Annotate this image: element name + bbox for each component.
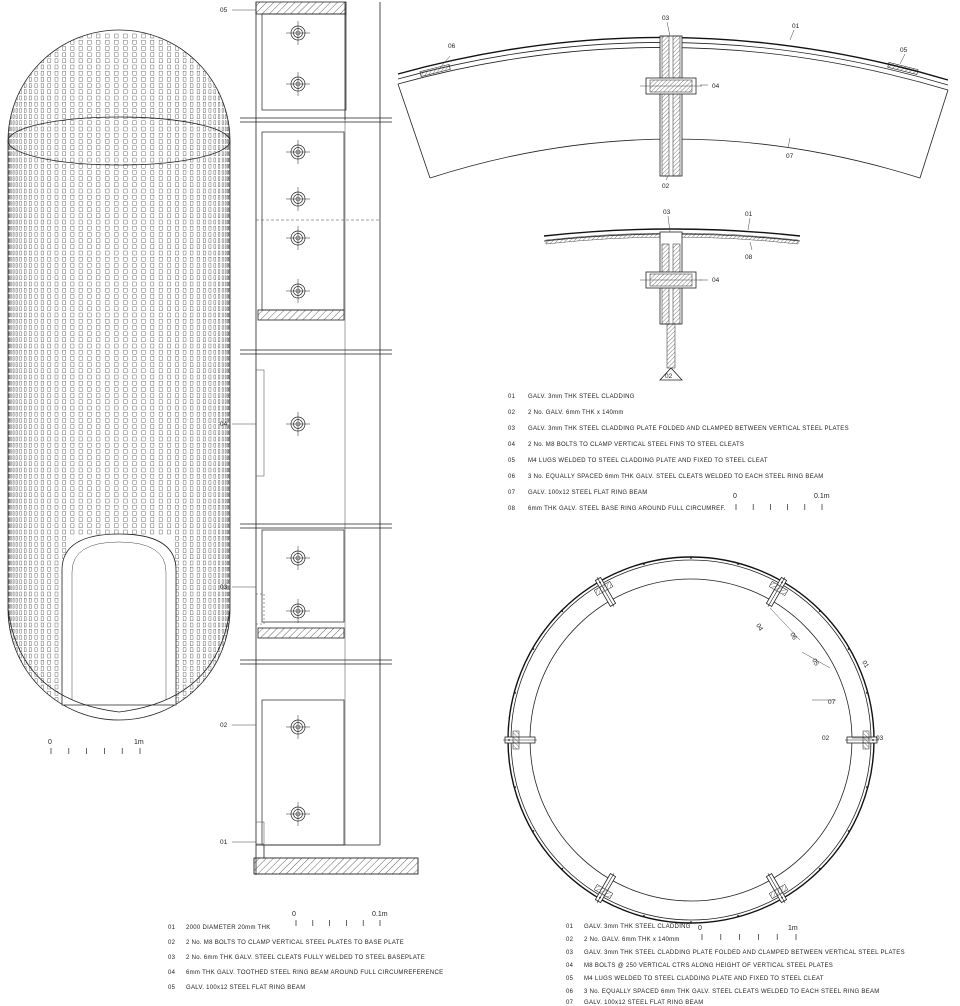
svg-text:04: 04 (566, 963, 574, 969)
note-item (508, 474, 824, 480)
svg-text:01: 01 (168, 925, 176, 931)
svg-text:05: 05 (508, 458, 516, 464)
detail-tag-06: 06 (448, 43, 456, 50)
note-item (508, 506, 726, 512)
detail-tag-03: 03 (662, 15, 670, 22)
svg-text:GALV. 100x12 STEEL FLAT RING B: GALV. 100x12 STEEL FLAT RING BEAM (528, 490, 648, 496)
svg-text:08: 08 (508, 506, 516, 512)
svg-text:M4 LUGS WELDED TO STEEL CLADDI: M4 LUGS WELDED TO STEEL CLADDING PLATE AND FIXED TO STEEL CLEAT (528, 458, 768, 464)
svg-text:07: 07 (508, 490, 516, 496)
plan-tag-05: 05 (810, 657, 820, 668)
svg-text:2 No. M8 BOLTS TO CLAMP VERTIC: 2 No. M8 BOLTS TO CLAMP VERTICAL STEEL PLATES TO BASE PLATE (186, 940, 404, 946)
svg-text:01: 01 (508, 394, 516, 400)
detail-scale-bar (733, 493, 830, 510)
lower-tag-02: 02 (665, 373, 673, 380)
svg-text:05: 05 (168, 985, 176, 991)
svg-text:04: 04 (508, 442, 516, 448)
svg-text:02: 02 (168, 940, 176, 946)
plan-tag-03: 03 (876, 735, 884, 742)
door-opening (62, 534, 176, 705)
note-item (508, 410, 624, 416)
bolt-symbol (286, 21, 310, 45)
lower-tag-04: 04 (712, 277, 720, 284)
detail-notes-list (508, 394, 849, 512)
plan-notes-list (566, 924, 905, 1006)
svg-text:6mm THK GALV. TOOTHED STEEL RI: 6mm THK GALV. TOOTHED STEEL RING BEAM AROUND FULL CIRCUMREFERENCE (186, 970, 444, 976)
svg-text:GALV. 3mm THK STEEL CLADDING: GALV. 3mm THK STEEL CLADDING (584, 924, 691, 930)
svg-text:M8 BOLTS @ 250 VERTICAL CTRS A: M8 BOLTS @ 250 VERTICAL CTRS ALONG HEIGHT OF VERTICAL STEEL PLATES (584, 963, 834, 969)
note-item (508, 426, 849, 432)
cylinder-elevation (8, 30, 230, 754)
note-item (508, 458, 768, 464)
plan-scale-bar (698, 925, 798, 940)
plan-scale-start: 0 (698, 925, 702, 932)
bolt-symbol (286, 140, 310, 164)
svg-text:2 No. GALV. 6mm THK x 140mm: 2 No. GALV. 6mm THK x 140mm (584, 937, 680, 943)
note-item (168, 955, 425, 961)
section-tag-02: 02 (220, 722, 228, 729)
detail-tag-01: 01 (792, 23, 800, 30)
section-notes-list (168, 925, 443, 991)
svg-text:07: 07 (566, 1000, 574, 1006)
section-tag-01: 01 (220, 839, 228, 846)
bolt-symbol (286, 546, 310, 570)
note-item (168, 970, 443, 976)
note-item (168, 940, 404, 946)
note-item (566, 989, 880, 995)
svg-text:01: 01 (566, 924, 574, 930)
ring-beam-inner (530, 579, 852, 901)
note-item (168, 925, 271, 931)
bolt-symbol (286, 802, 310, 826)
svg-text:GALV. 100x12 STEEL FLAT RING B: GALV. 100x12 STEEL FLAT RING BEAM (584, 1000, 704, 1006)
bolt-symbol (286, 715, 310, 739)
svg-text:04: 04 (168, 970, 176, 976)
svg-text:03: 03 (168, 955, 176, 961)
svg-text:GALV. 3mm THK STEEL CLADDING: GALV. 3mm THK STEEL CLADDING (528, 394, 635, 400)
svg-text:6mm THK GALV. STEEL BASE RING: 6mm THK GALV. STEEL BASE RING AROUND FULL CIRCUMREF. (528, 506, 726, 512)
svg-text:05: 05 (566, 976, 574, 982)
joint-detail-top (398, 15, 948, 190)
svg-text:3 No. EQUALLY SPACED 6mm THK G: 3 No. EQUALLY SPACED 6mm THK GALV. STEEL CLEATS WELDED TO EACH STEEL RING BEAM (584, 989, 880, 995)
section-scale-end: 0.1m (372, 911, 388, 918)
svg-text:GALV. 100x12 STEEL FLAT RING B: GALV. 100x12 STEEL FLAT RING BEAM (186, 985, 306, 991)
section-scale-bar (292, 911, 388, 926)
note-item (566, 950, 905, 956)
note-item (566, 1000, 704, 1006)
detail-tag-04: 04 (712, 83, 720, 90)
svg-text:GALV. 3mm THK STEEL CLADDING P: GALV. 3mm THK STEEL CLADDING PLATE FOLDED AND CLAMPED BETWEEN VERTICAL STEEL PLATES (584, 950, 905, 956)
note-item (566, 963, 833, 969)
plan-tag-04: 04 (754, 622, 764, 633)
plan-scale-end: 1m (788, 925, 798, 932)
detail-tag-02: 02 (662, 183, 670, 190)
note-item (168, 985, 306, 991)
note-item (508, 442, 744, 448)
svg-text:02: 02 (566, 937, 574, 943)
elevation-scale-bar (48, 739, 144, 754)
svg-text:GALV. 3mm THK STEEL CLADDING P: GALV. 3mm THK STEEL CLADDING PLATE FOLDED AND CLAMPED BETWEEN VERTICAL STEEL PLATES (528, 426, 849, 432)
note-item (566, 924, 691, 930)
ring-plan (503, 557, 884, 923)
ring-beam-section (258, 310, 344, 320)
bolt-symbol (286, 412, 310, 436)
toothed-ring-beam-section (258, 628, 344, 638)
note-item (566, 976, 824, 982)
svg-text:06: 06 (508, 474, 516, 480)
base-plate-section (254, 858, 418, 874)
svg-text:3 No. EQUALLY SPACED 6mm THK G: 3 No. EQUALLY SPACED 6mm THK GALV. STEEL CLEATS WELDED TO EACH STEEL RING BEAM (528, 474, 824, 480)
note-item (508, 394, 635, 400)
lower-tag-08: 08 (745, 254, 753, 261)
bolt-symbol (286, 72, 310, 96)
svg-text:2 No. M8 BOLTS TO CLAMP VERTIC: 2 No. M8 BOLTS TO CLAMP VERTICAL STEEL FINS TO STEEL CLEATS (528, 442, 745, 448)
section-tag-03: 03 (220, 584, 228, 591)
elevation-scale-end: 1m (134, 739, 144, 746)
bolt-symbol (286, 187, 310, 211)
plan-tag-02: 02 (822, 735, 830, 742)
bolt-symbol (286, 279, 310, 303)
joint-detail-lower (544, 209, 800, 380)
note-item (566, 937, 680, 943)
detail-tag-07: 07 (786, 153, 794, 160)
detail-scale-end: 0.1m (814, 493, 830, 500)
svg-text:2 No. 6mm THK GALV. STEEL CLEA: 2 No. 6mm THK GALV. STEEL CLEATS FULLY WELDED TO STEEL BASEPLATE (186, 955, 426, 961)
lower-tag-01: 01 (745, 211, 753, 218)
plan-tag-06: 06 (788, 631, 798, 642)
svg-text:2000 DIAMETER 20mm THK: 2000 DIAMETER 20mm THK (186, 925, 271, 931)
svg-text:2 No. GALV. 6mm THK x 140mm: 2 No. GALV. 6mm THK x 140mm (528, 410, 624, 416)
detail-scale-start: 0 (733, 493, 737, 500)
cylinder-top-rim (8, 117, 230, 165)
bolt-symbol (286, 226, 310, 250)
svg-text:03: 03 (566, 950, 574, 956)
svg-text:02: 02 (508, 410, 516, 416)
elevation-scale-start: 0 (48, 739, 52, 746)
plan-tag-07: 07 (828, 699, 836, 706)
svg-text:M4 LUGS WELDED TO STEEL CLADDI: M4 LUGS WELDED TO STEEL CLADDING PLATE AND FIXED TO STEEL CLEAT (584, 976, 824, 982)
section-scale-start: 0 (292, 911, 296, 918)
svg-text:03: 03 (508, 426, 516, 432)
note-item (508, 490, 648, 496)
lower-tag-03: 03 (663, 209, 671, 216)
detail-tag-05: 05 (900, 47, 908, 54)
plan-tag-01: 01 (860, 659, 870, 670)
fin-section-elevation (168, 2, 443, 991)
section-tag-05: 05 (220, 7, 228, 14)
svg-text:06: 06 (566, 989, 574, 995)
bolt-symbol (286, 599, 310, 623)
section-tag-04: 04 (220, 421, 228, 428)
